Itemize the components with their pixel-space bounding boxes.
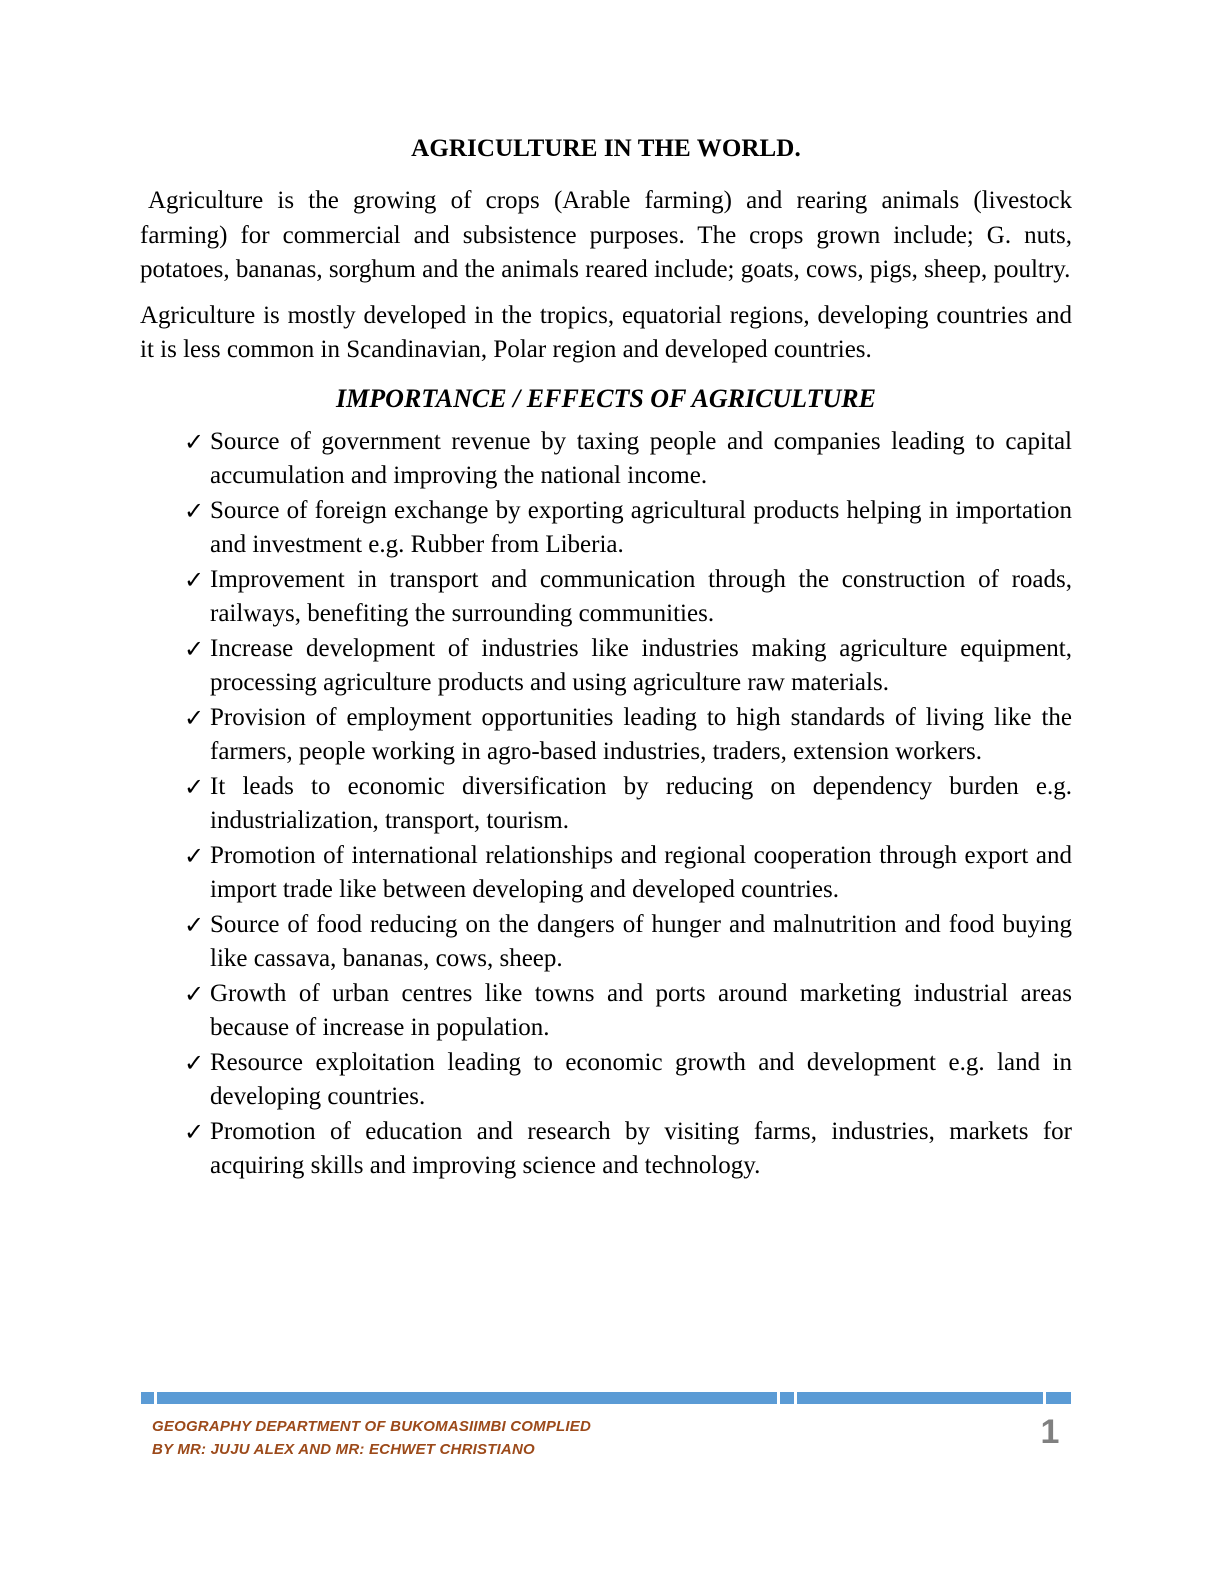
list-item: [140, 425, 1072, 494]
list-item: [140, 494, 1072, 563]
list-item-text: Source of foreign exchange by exporting agricultural products helping in importation and investment e.g. Rubber from Liberia.: [210, 496, 1072, 558]
footer-credit: [152, 1415, 591, 1461]
divider-segment: [797, 1392, 1043, 1404]
document-body: [140, 132, 1072, 1184]
list-item-text: It leads to economic diversification by reducing on dependency burden e.g. industrialization, transport, tourism.: [210, 772, 1072, 834]
list-item: [140, 770, 1072, 839]
check-icon: ✓: [184, 565, 205, 594]
list-item-text: Source of government revenue by taxing people and companies leading to capital accumulation and improving the national income.: [210, 427, 1072, 489]
check-icon: ✓: [184, 496, 205, 525]
list-item-text: Resource exploitation leading to economic growth and development e.g. land in developing countries.: [210, 1048, 1072, 1110]
list-item-text: Increase development of industries like industries making agriculture equipment, processing agriculture products and using agriculture raw materials.: [210, 634, 1072, 696]
intro-paragraph-2: Agriculture is mostly developed in the tropics, equatorial regions, developing countries and it is less common in Scandinavian, Polar region and developed countries.: [140, 301, 1072, 363]
list-item-text: Promotion of education and research by visiting farms, industries, markets for acquiring skills and improving science and technology.: [210, 1117, 1072, 1179]
list-item-text: Provision of employment opportunities leading to high standards of living like the farmers, people working in agro-based industries, traders, extension workers.: [210, 703, 1072, 765]
list-item: [140, 632, 1072, 701]
list-item-text: Growth of urban centres like towns and ports around marketing industrial areas because of increase in population.: [210, 979, 1072, 1041]
list-item: [140, 1046, 1072, 1115]
check-icon: ✓: [184, 1117, 205, 1146]
footer-credit-line-2: BY MR: JUJU ALEX AND MR: ECHWET CHRISTIANO: [152, 1441, 535, 1458]
check-icon: ✓: [184, 772, 205, 801]
divider-segment: [157, 1392, 777, 1404]
divider-segment: [780, 1392, 794, 1404]
list-item: [140, 839, 1072, 908]
check-icon: ✓: [184, 979, 205, 1008]
page-number: 1: [1040, 1413, 1060, 1451]
list-item: [140, 563, 1072, 632]
list-item-text: Improvement in transport and communication through the construction of roads, railways, benefiting the surrounding communities.: [210, 565, 1072, 627]
intro-paragraph-1: Agriculture is the growing of crops (Arable farming) and rearing animals (livestock farming) for commercial and subsistence purposes. The crops grown include; G. nuts, potatoes, bananas, sorghum and the animals reared include; goats, cows, pigs, sheep, poultry.: [140, 187, 1072, 283]
check-icon: ✓: [184, 910, 205, 939]
check-icon: ✓: [184, 427, 205, 456]
footer-divider: [141, 1392, 1071, 1404]
check-icon: ✓: [184, 703, 205, 732]
section-heading-importance: IMPORTANCE / EFFECTS OF AGRICULTURE: [336, 383, 876, 413]
divider-segment: [141, 1392, 154, 1404]
list-item-text: Source of food reducing on the dangers of hunger and malnutrition and food buying like cassava, bananas, cows, sheep.: [210, 910, 1072, 972]
list-item: [140, 701, 1072, 770]
list-item-text: Promotion of international relationships and regional cooperation through export and import trade like between developing and developed countries.: [210, 841, 1072, 903]
divider-segment: [1046, 1392, 1071, 1404]
list-item: [140, 977, 1072, 1046]
check-icon: ✓: [184, 634, 205, 663]
footer-credit-line-1: GEOGRAPHY DEPARTMENT OF BUKOMASIIMBI COMPLIED: [152, 1418, 592, 1435]
check-icon: ✓: [184, 841, 205, 870]
page-footer: [0, 1372, 1224, 1492]
list-item: [140, 1115, 1072, 1184]
page-title: AGRICULTURE IN THE WORLD.: [411, 135, 801, 162]
check-icon: ✓: [184, 1048, 205, 1077]
list-item: [140, 908, 1072, 977]
importance-checklist: [140, 425, 1072, 1184]
